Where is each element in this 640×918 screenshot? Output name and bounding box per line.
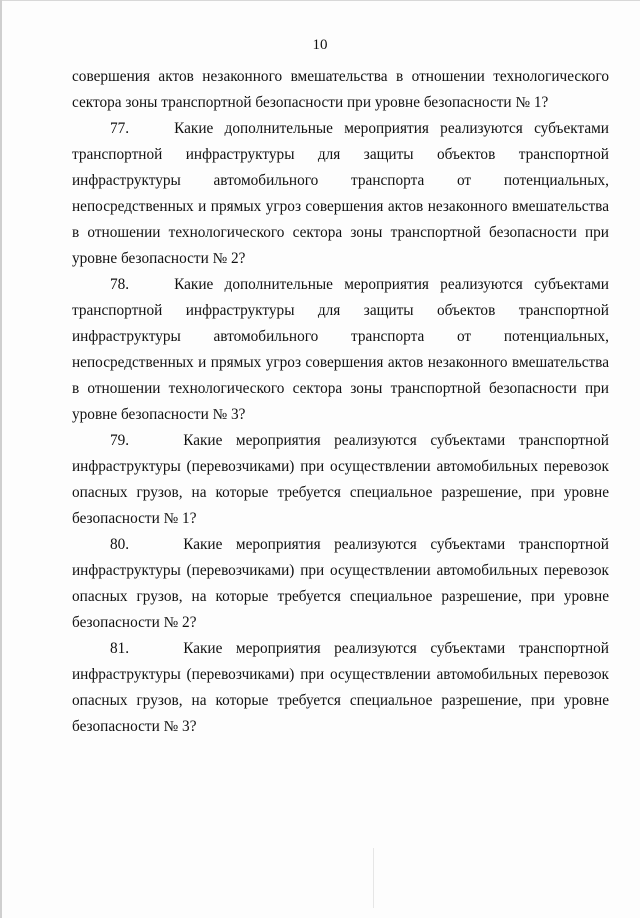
question-text: Какие дополнительные мероприятия реализуются субъектами транспортной инфраструктуры для защиты объектов транспортной инфраструктуры автомобильного транспорта от потенциальных, непосредственных и прямых угроз совершения актов незаконного вмешательства в отношении технологического сектора зоны транспортной безопасности при уровне безопасности № 2? [72, 120, 609, 267]
question-number: 77. [110, 120, 130, 137]
page-number: 10 [312, 37, 328, 53]
question-81 [72, 636, 609, 740]
question-80 [72, 532, 609, 636]
question-79 [72, 428, 609, 532]
question-text: Какие мероприятия реализуются субъектами транспортной инфраструктуры (перевозчиками) при осуществлении автомобильных перевозок опасных грузов, на которые требуется специальное разрешение, при уровне безопасности № 1? [72, 432, 609, 527]
question-number: 78. [110, 276, 130, 293]
page-top-edge [0, 0, 640, 1]
question-78 [72, 272, 609, 428]
question-number: 81. [110, 640, 130, 657]
document-body [72, 64, 609, 740]
question-number: 79. [110, 432, 130, 449]
page-left-edge [0, 0, 2, 918]
question-text: Какие мероприятия реализуются субъектами транспортной инфраструктуры (перевозчиками) при осуществлении автомобильных перевозок опасных грузов, на которые требуется специальное разрешение, при уровне безопасности № 3? [72, 640, 609, 735]
question-number: 80. [110, 536, 130, 553]
question-text: Какие дополнительные мероприятия реализуются субъектами транспортной инфраструктуры для защиты объектов транспортной инфраструктуры автомобильного транспорта от потенциальных, непосредственных и прямых угроз совершения актов незаконного вмешательства в отношении технологического сектора зоны транспортной безопасности при уровне безопасности № 3? [72, 276, 609, 423]
question-text: Какие мероприятия реализуются субъектами транспортной инфраструктуры (перевозчиками) при осуществлении автомобильных перевозок опасных грузов, на которые требуется специальное разрешение, при уровне безопасности № 2? [72, 536, 609, 631]
scan-artifact-line [373, 848, 374, 908]
question-77 [72, 116, 609, 272]
continuation-text: совершения актов незаконного вмешательства в отношении технологического сектора зоны транспортной безопасности при уровне безопасности № 1? [72, 68, 609, 111]
continuation-paragraph [72, 64, 609, 116]
